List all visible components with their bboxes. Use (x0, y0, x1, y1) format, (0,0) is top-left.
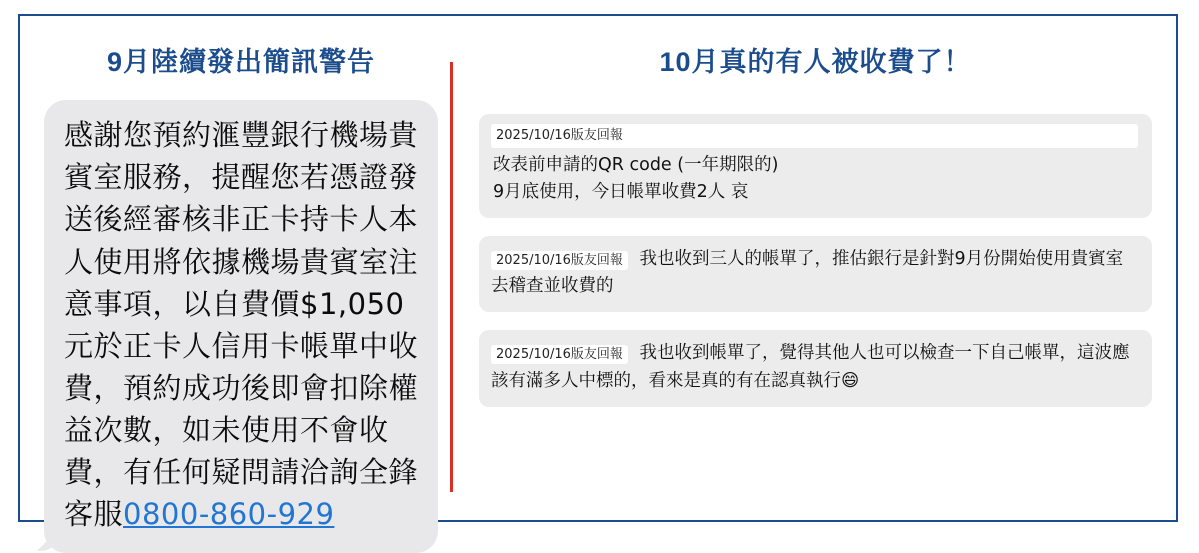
reply-text: 我也收到帳單了，覺得其他人也可以檢查一下自己帳單，這波應該有滿多人中標的，看來是真的有在認真執行😄 (491, 343, 1130, 391)
right-column (453, 38, 1176, 510)
poster-frame (18, 14, 1178, 531)
poster-columns (20, 16, 1176, 531)
reply-line: 9月底使用，今日帳單收費2人 哀 (493, 182, 749, 203)
reply-text (491, 152, 1138, 206)
sms-message-bubble (44, 100, 438, 552)
right-column-title: 10月真的有人被收費了！ (659, 47, 972, 77)
list-item (479, 114, 1152, 218)
reply-line: 改表前申請的QR code (一年期限的) (493, 154, 779, 175)
left-column (20, 38, 450, 531)
reply-source-tag: 2025/10/16版友回報 (491, 124, 1138, 148)
sms-body-text: 感謝您預約滙豐銀行機場貴賓室服務，提醒您若憑證發送後經審核非正卡持卡人本人使用將依據機場貴賓室注意事項，以自費價$1,050元於正卡人信用卡帳單中收費，預約成功後即會扣除權益次數，如未使用不會收費，有任何疑問請洽詢全鋒客服 (64, 118, 419, 531)
list-item (479, 236, 1152, 312)
left-column-title: 9月陸續發出簡訊警告 (106, 47, 376, 77)
reply-source-tag: 2025/10/16版友回報 (491, 345, 628, 364)
reply-source-tag: 2025/10/16版友回報 (491, 251, 628, 270)
list-item (479, 330, 1152, 406)
customer-service-phone-link[interactable]: 0800-860-929 (123, 496, 335, 531)
reply-text: 我也收到三人的帳單了，推估銀行是針對9月份開始使用貴賓室去稽查並收費的 (491, 249, 1124, 297)
